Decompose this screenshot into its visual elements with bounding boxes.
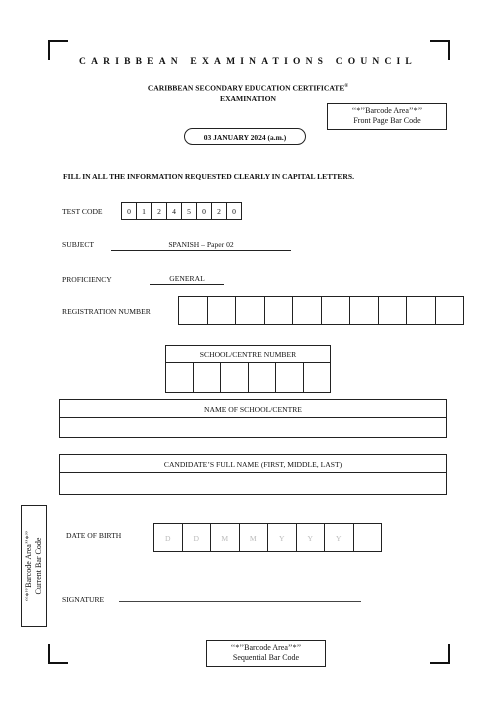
certificate-line-1: CARIBBEAN SECONDARY EDUCATION CERTIFICATE: [147, 83, 345, 93]
current-barcode-label: Current Bar Code: [34, 537, 43, 595]
subject-value: SPANISH – Paper 02: [111, 240, 291, 251]
registration-number-label: REGISTRATION NUMBER: [62, 307, 151, 316]
dob-month-box[interactable]: M: [240, 523, 269, 552]
school-centre-number-digit-box[interactable]: [221, 363, 249, 392]
dob-year-box[interactable]: Y: [297, 523, 326, 552]
test-code-grid: [121, 202, 242, 220]
council-title: CARIBBEAN EXAMINATIONS COUNCIL: [79, 57, 417, 67]
current-barcode-area: [21, 505, 47, 627]
dob-day-box[interactable]: D: [154, 523, 183, 552]
test-code-digit: 0: [122, 202, 137, 220]
school-centre-number-digit-box[interactable]: [304, 363, 331, 392]
sequential-barcode-area-text: ‘‘*’’Barcode Area’’*’’: [230, 643, 302, 652]
current-barcode-area-text: ‘‘*’’Barcode Area’’*’’: [24, 530, 33, 602]
school-name-label: NAME OF SCHOOL/CENTRE: [60, 400, 446, 418]
registration-number-box[interactable]: [208, 296, 237, 325]
dob-month-box[interactable]: M: [211, 523, 240, 552]
sequential-barcode-label: Sequential Bar Code: [232, 653, 300, 662]
signature-line[interactable]: [119, 601, 361, 602]
registration-number-box[interactable]: [379, 296, 408, 325]
subject-label: SUBJECT: [62, 240, 95, 249]
registration-number-box[interactable]: [350, 296, 379, 325]
school-name-field[interactable]: [60, 418, 446, 437]
test-code-digit: 5: [182, 202, 197, 220]
exam-date: 03 JANUARY 2024 (a.m.): [184, 128, 306, 145]
proficiency-label: PROFICIENCY: [62, 275, 112, 284]
school-centre-number-digit-box[interactable]: [166, 363, 194, 392]
sequential-barcode-area: [206, 640, 326, 667]
dob-year-box[interactable]: Y: [325, 523, 354, 552]
date-of-birth-grid: [153, 523, 382, 552]
registration-number-box[interactable]: [293, 296, 322, 325]
date-of-birth-label: DATE OF BIRTH: [66, 531, 122, 540]
certificate-title: [98, 82, 398, 104]
test-code-digit: 0: [227, 202, 242, 220]
crop-mark-bottom-right: [430, 644, 450, 664]
test-code-digit: 0: [197, 202, 212, 220]
candidate-name-field[interactable]: [60, 473, 446, 494]
registration-number-box[interactable]: [436, 296, 465, 325]
test-code-digit: 1: [137, 202, 152, 220]
candidate-name-box: [59, 454, 447, 495]
registration-number-box[interactable]: [179, 296, 208, 325]
dob-year-box[interactable]: [354, 523, 383, 552]
dob-day-box[interactable]: D: [183, 523, 212, 552]
instruction-text: FILL IN ALL THE INFORMATION REQUESTED CLEARLY IN CAPITAL LETTERS.: [63, 172, 355, 181]
registration-number-grid: [178, 296, 464, 325]
certificate-line-2: EXAMINATION: [220, 93, 276, 103]
test-code-digit: 2: [212, 202, 227, 220]
crop-mark-bottom-left: [48, 644, 68, 664]
registration-number-box[interactable]: [322, 296, 351, 325]
test-code-digit: 2: [152, 202, 167, 220]
school-name-box: [59, 399, 447, 438]
proficiency-value: GENERAL: [150, 274, 224, 285]
school-centre-number-digit-box[interactable]: [249, 363, 277, 392]
registered-mark: ®: [344, 84, 349, 89]
registration-number-box[interactable]: [236, 296, 265, 325]
test-code-digit: 4: [167, 202, 182, 220]
test-code-label: TEST CODE: [62, 207, 103, 216]
signature-label: SIGNATURE: [62, 595, 105, 604]
school-centre-number-digit-box[interactable]: [194, 363, 222, 392]
front-barcode-label: Front Page Bar Code: [353, 116, 421, 125]
front-page-barcode-area: [327, 103, 447, 130]
dob-year-box[interactable]: Y: [268, 523, 297, 552]
school-centre-number-box: [165, 345, 331, 393]
school-centre-number-digit-box[interactable]: [276, 363, 304, 392]
registration-number-box[interactable]: [407, 296, 436, 325]
registration-number-box[interactable]: [265, 296, 294, 325]
school-centre-number-label: SCHOOL/CENTRE NUMBER: [166, 346, 330, 363]
candidate-name-label: CANDIDATE’S FULL NAME (FIRST, MIDDLE, LAST): [60, 455, 446, 473]
front-barcode-area-text: ‘‘*’’Barcode Area’’*’’: [351, 106, 423, 115]
